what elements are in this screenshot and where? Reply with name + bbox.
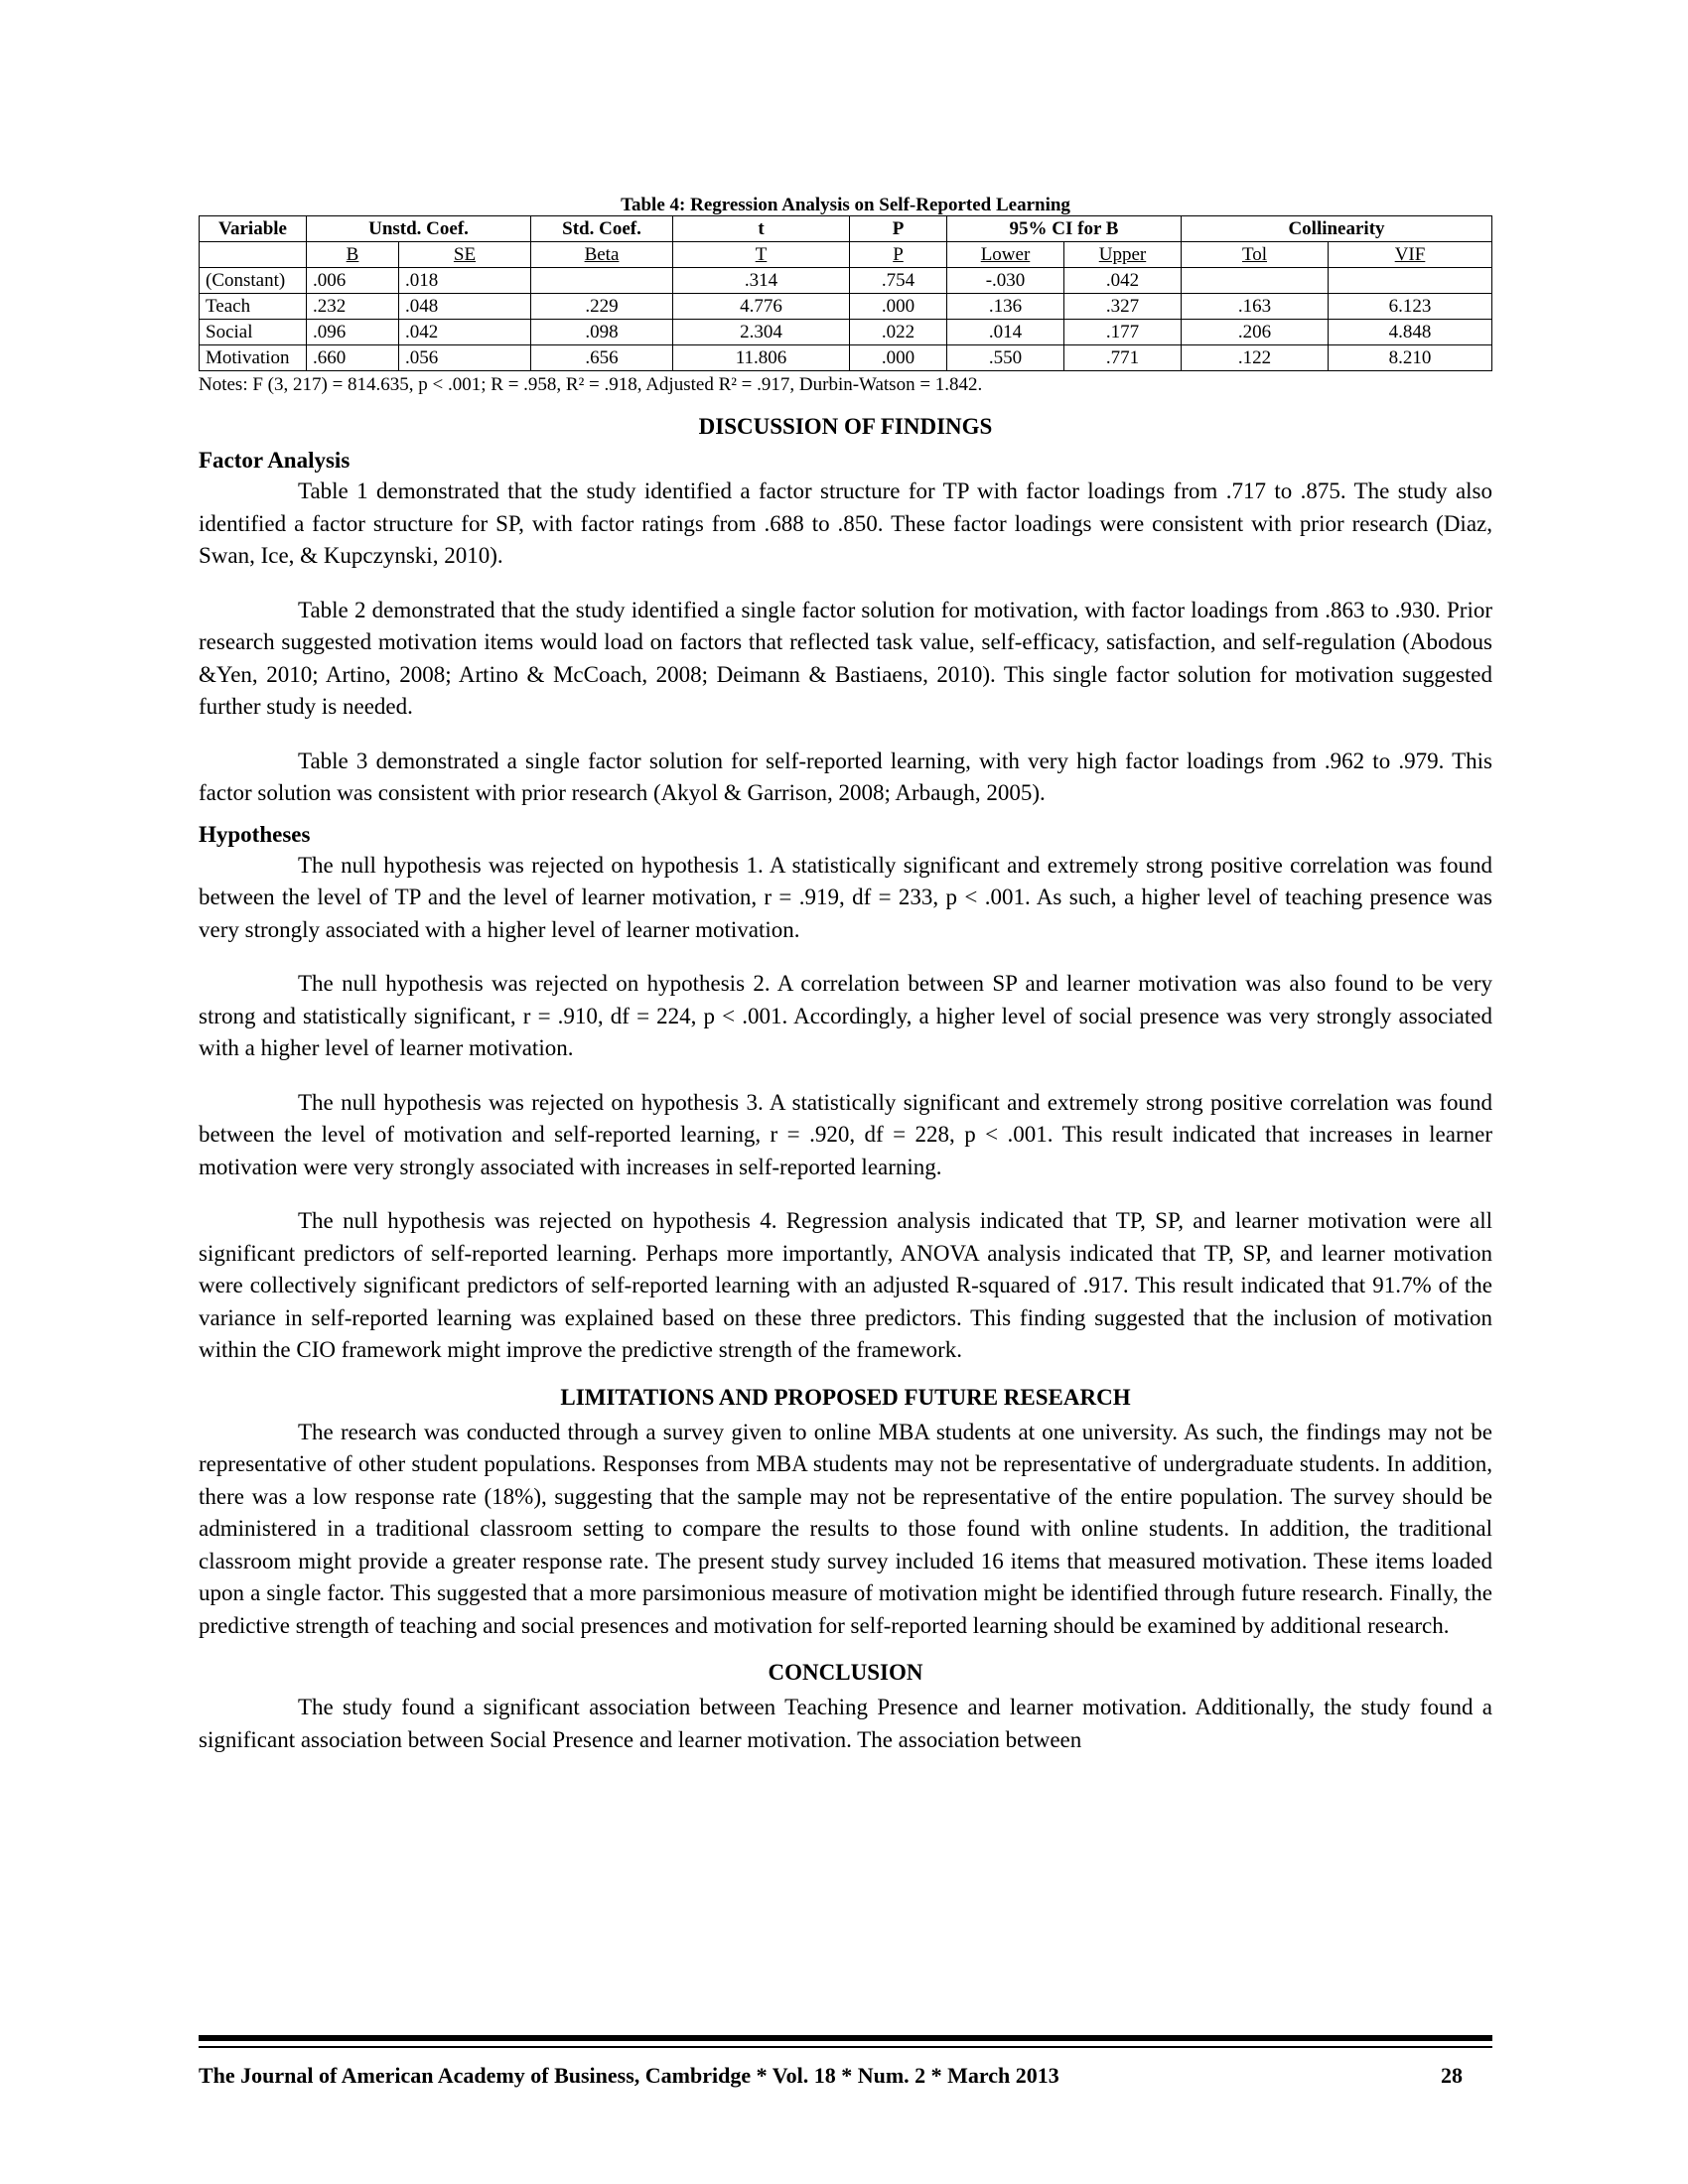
- subheader-upper: Upper: [1064, 242, 1182, 268]
- paragraph: The null hypothesis was rejected on hypothesis 4. Regression analysis indicated that TP, SP, and learner motivation were all significant predictors of self-reported learning. Perhaps more importantly, ANOVA analysis indicated that TP, SP, and learner motivation were collectively significant predictors of self-reported learning with an adjusted R-squared of .917. This result indicated that 91.7% of the variance in self-reported learning was explained based on these three predictors. This finding suggested that the inclusion of motivation within the CIO framework might improve the predictive strength of the framework.: [199, 1208, 1492, 1362]
- header-t: t: [673, 216, 850, 242]
- paragraph: The study found a significant association between Teaching Presence and learner motivation. Additionally, the study found a significant association between Social Presence and learner motivation. The association between: [199, 1695, 1492, 1752]
- cell: .018: [399, 268, 531, 294]
- cell: .206: [1182, 320, 1329, 345]
- table-row: [200, 268, 1492, 294]
- discussion-heading: DISCUSSION OF FINDINGS: [698, 414, 993, 439]
- cell: .014: [947, 320, 1064, 345]
- table-header-row-2: [200, 242, 1492, 268]
- hypotheses-heading: Hypotheses: [199, 821, 311, 847]
- header-unstd-coef: Unstd. Coef.: [307, 216, 531, 242]
- paragraph: Table 2 demonstrated that the study identified a single factor solution for motivation, with factor loadings from .863 to .930. Prior research suggested motivation items would load on factors that reflected task value, self-efficacy, satisfaction, and self-regulation (Abodous &Yen, 2010; Artino, 2008; Artino & McCoach, 2008; Deimann & Bastiaens, 2010). This single factor solution for motivation suggested further study is needed.: [199, 597, 1492, 719]
- cell: .163: [1182, 294, 1329, 320]
- cell: .314: [673, 268, 850, 294]
- paragraph: The research was conducted through a survey given to online MBA students at one university. As such, the findings may not be representative of other student populations. Responses from MBA students may not be representative of undergraduate students. In addition, there was a low response rate (18%), suggesting that the sample may not be representative of the entire population. The survey should be administered in a traditional classroom setting to compare the results to those found with online students. In addition, the traditional classroom might provide a greater response rate. The present study survey included 16 items that measured motivation. These items loaded upon a single factor. This suggested that a more parsimonious measure of motivation might be identified through future research. Finally, the predictive strength of teaching and social presences and motivation for self-reported learning should be examined by additional research.: [199, 1419, 1492, 1638]
- cell: 11.806: [673, 345, 850, 371]
- cell: .122: [1182, 345, 1329, 371]
- subheader-tol: Tol: [1182, 242, 1329, 268]
- cell: .022: [850, 320, 947, 345]
- cell: (Constant): [200, 268, 307, 294]
- factor-analysis-heading: Factor Analysis: [199, 448, 351, 473]
- cell: -.030: [947, 268, 1064, 294]
- subheader-b: B: [307, 242, 399, 268]
- conclusion-heading: CONCLUSION: [768, 1660, 923, 1685]
- cell: 4.776: [673, 294, 850, 320]
- regression-table: [199, 215, 1492, 371]
- cell: .006: [307, 268, 399, 294]
- paragraph: Table 3 demonstrated a single factor solution for self-reported learning, with very high factor loadings from .962 to .979. This factor solution was consistent with prior research (Akyol & Garrison, 2008; Arbaugh, 2005).: [199, 748, 1492, 805]
- cell: .660: [307, 345, 399, 371]
- cell: .232: [307, 294, 399, 320]
- table-row: [200, 294, 1492, 320]
- page-body: [199, 195, 1492, 1778]
- cell: Social: [200, 320, 307, 345]
- cell: .656: [531, 345, 673, 371]
- paragraph: The null hypothesis was rejected on hypothesis 3. A statistically significant and extremely strong positive correlation was found between the level of motivation and self-reported learning, r = .920, df = 228, p < .001. This result indicated that increases in learner motivation were very strongly associated with increases in self-reported learning.: [199, 1089, 1492, 1179]
- cell: .177: [1064, 320, 1182, 345]
- subheader-se: SE: [399, 242, 531, 268]
- cell: [531, 268, 673, 294]
- header-ci: 95% CI for B: [947, 216, 1182, 242]
- header-p: P: [850, 216, 947, 242]
- cell: .550: [947, 345, 1064, 371]
- subheader-vif: VIF: [1329, 242, 1492, 268]
- subheader-beta: Beta: [531, 242, 673, 268]
- subheader-blank: [200, 242, 307, 268]
- cell: .042: [399, 320, 531, 345]
- cell: .056: [399, 345, 531, 371]
- header-collinearity: Collinearity: [1182, 216, 1492, 242]
- footer-rule-thin: [199, 2046, 1492, 2048]
- cell: .042: [1064, 268, 1182, 294]
- paragraph: The null hypothesis was rejected on hypothesis 1. A statistically significant and extremely strong positive correlation was found between the level of TP and the level of learner motivation, r = .919, df = 233, p < .001. As such, a higher level of teaching presence was very strongly associated with a higher level of learner motivation.: [199, 852, 1492, 942]
- header-variable: Variable: [200, 216, 307, 242]
- cell: 6.123: [1329, 294, 1492, 320]
- cell: .136: [947, 294, 1064, 320]
- cell: .048: [399, 294, 531, 320]
- paragraph: The null hypothesis was rejected on hypothesis 2. A correlation between SP and learner motivation was also found to be very strong and statistically significant, r = .910, df = 224, p < .001. Accordingly, a higher level of social presence was very strongly associated with a higher level of learner motivation.: [199, 971, 1492, 1060]
- cell: .327: [1064, 294, 1182, 320]
- cell: 4.848: [1329, 320, 1492, 345]
- header-std-coef: Std. Coef.: [531, 216, 673, 242]
- cell: .229: [531, 294, 673, 320]
- table-title: Table 4: Regression Analysis on Self-Reported Learning: [621, 195, 1070, 215]
- cell: .096: [307, 320, 399, 345]
- table-row: [200, 345, 1492, 371]
- cell: .000: [850, 294, 947, 320]
- cell: [1329, 268, 1492, 294]
- journal-citation: The Journal of American Academy of Business, Cambridge * Vol. 18 * Num. 2 * March 2013: [199, 2063, 1059, 2088]
- cell: .098: [531, 320, 673, 345]
- cell: Teach: [200, 294, 307, 320]
- limitations-heading: LIMITATIONS AND PROPOSED FUTURE RESEARCH: [560, 1384, 1131, 1410]
- table-header-row-1: [200, 216, 1492, 242]
- paragraph: Table 1 demonstrated that the study identified a factor structure for TP with factor loadings from .717 to .875. The study also identified a factor structure for SP, with factor ratings from .688 to .850. These factor loadings were consistent with prior research (Diaz, Swan, Ice, & Kupczynski, 2010).: [199, 478, 1492, 568]
- cell: Motivation: [200, 345, 307, 371]
- cell: 2.304: [673, 320, 850, 345]
- table-row: [200, 320, 1492, 345]
- cell: 8.210: [1329, 345, 1492, 371]
- subheader-t: T: [673, 242, 850, 268]
- cell: .754: [850, 268, 947, 294]
- footer-rule-thick: [199, 2035, 1492, 2041]
- table-notes: Notes: F (3, 217) = 814.635, p < .001; R = .958, R² = .918, Adjusted R² = .917, Durbin-Watson = 1.842.: [199, 374, 983, 395]
- subheader-p: P: [850, 242, 947, 268]
- cell: .000: [850, 345, 947, 371]
- cell: [1182, 268, 1329, 294]
- page-number: 28: [1441, 2063, 1463, 2088]
- subheader-lower: Lower: [947, 242, 1064, 268]
- cell: .771: [1064, 345, 1182, 371]
